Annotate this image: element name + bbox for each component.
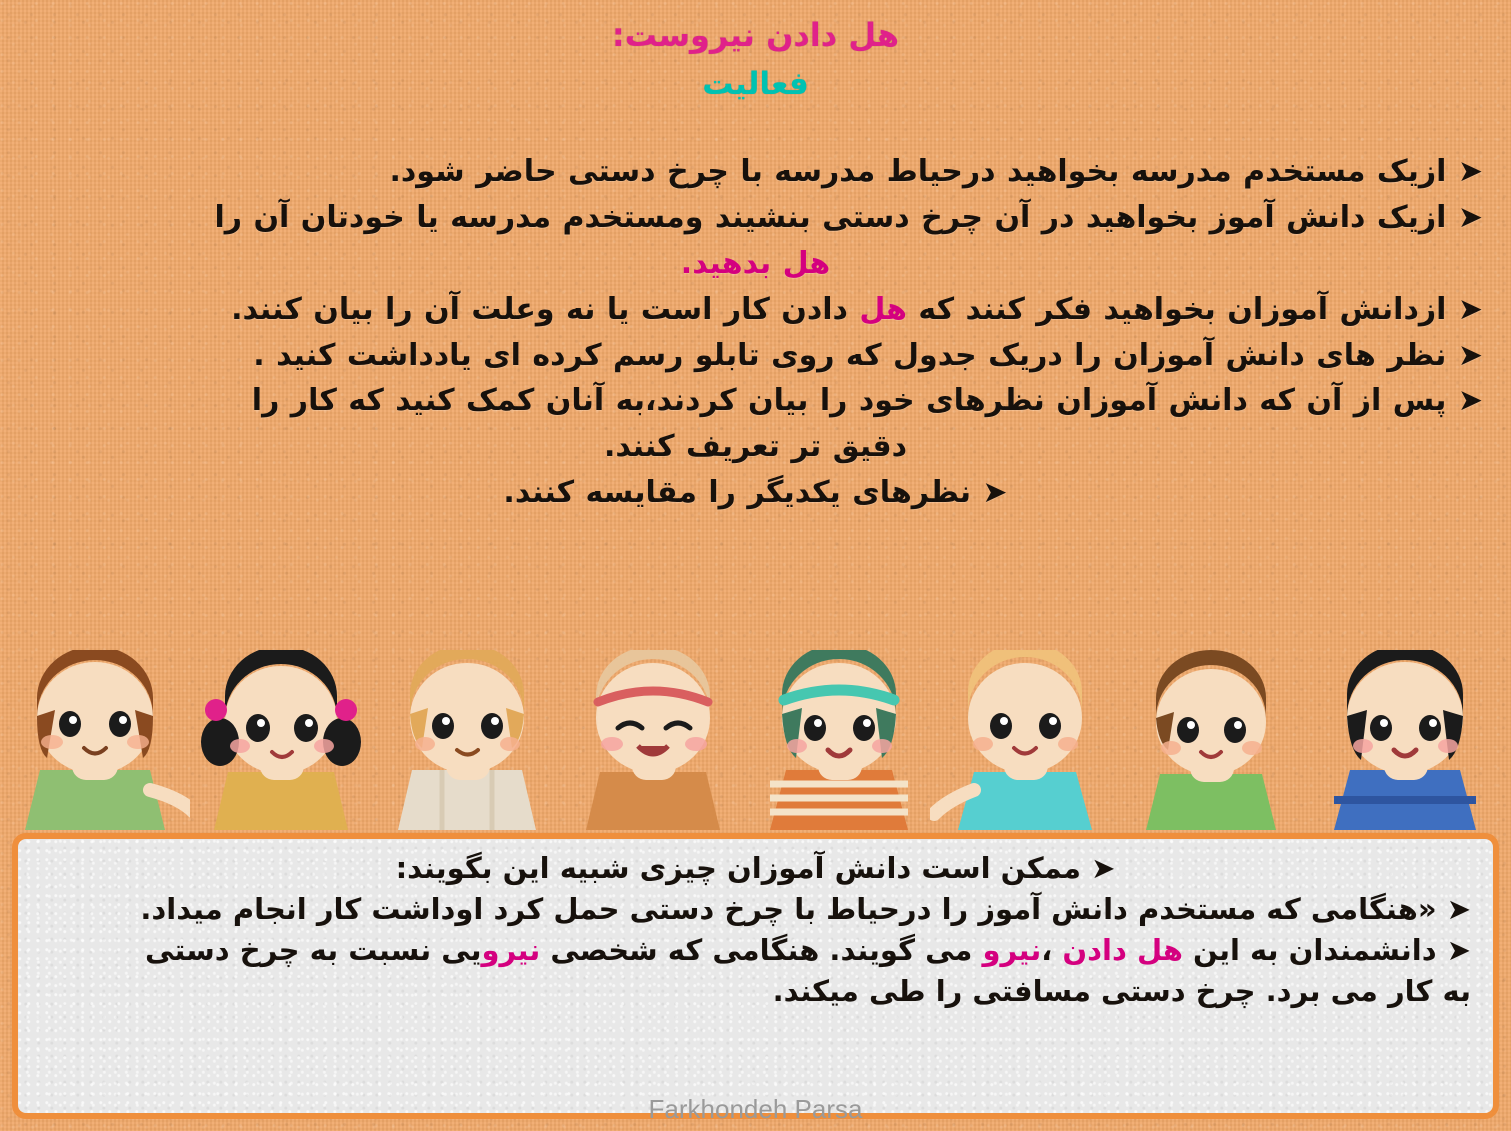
student-responses-panel — [12, 833, 1499, 1119]
bullet-item — [28, 152, 1483, 192]
bullet-text: دقیق تر تعریف کنند. — [603, 429, 908, 465]
bullet-text: ازدانش آموزان بخواهید فکر کنند که هل دادن کار است یا نه وعلت آن را بیان کنند. — [231, 291, 1447, 327]
bullet-text: پس از آن که دانش آموزان نظرهای خود را بیان کردند،به آنان کمک کنید که کار را — [251, 383, 1447, 419]
bullet-item — [28, 381, 1483, 421]
bullet-text: ازیک دانش آموز بخواهید در آن چرخ دستی بنشیند ومستخدم مدرسه یا خودتان آن را — [214, 199, 1447, 235]
panel-text: به کار می برد. چرخ دستی مسافتی را طی میکند. — [772, 974, 1471, 1009]
kid-black-hair-blue-overalls — [1302, 650, 1511, 830]
bullet-marker-icon: ➤ — [1457, 383, 1483, 419]
kid-black-pigtails-pink-bows — [186, 650, 376, 830]
bullet-item — [28, 290, 1483, 330]
kid-green-headband-striped-shirt — [744, 650, 934, 830]
kid-brown-hair-green-shirt — [1116, 650, 1306, 830]
bullet-marker-icon: ➤ — [1446, 933, 1471, 968]
panel-item — [40, 931, 1471, 970]
bullet-marker-icon: ➤ — [1457, 154, 1483, 189]
bullet-marker-icon: ➤ — [1446, 892, 1471, 927]
panel-text: «هنگامی که مستخدم دانش آموز را درحیاط با چرخ دستی حمل کرد اوداشت کار انجام میداد. — [140, 892, 1437, 927]
panel-item — [40, 890, 1471, 929]
bullet-marker-icon: ➤ — [1457, 337, 1483, 373]
panel-text: دانشمندان به این هل دادن ،نیرو می گویند. هنگامی که شخصی نیرویی نسبت به چرخ دستی — [145, 933, 1437, 968]
kid-blond-overalls — [372, 650, 562, 830]
bullet-item — [28, 473, 1483, 513]
author-signature: Farkhondeh Parsa — [648, 1094, 863, 1124]
panel-continuation — [40, 972, 1471, 1011]
body-bullet-list — [28, 152, 1483, 519]
title-area — [0, 18, 1511, 101]
children-illustration — [0, 645, 1511, 830]
kid-headband-smiling — [558, 650, 748, 830]
panel-item — [40, 849, 1471, 888]
page-title: هل دادن نیروست: — [611, 16, 900, 54]
bullet-marker-icon: ➤ — [982, 475, 1008, 511]
kid-blond-teal-shirt — [930, 650, 1120, 830]
bullet-text-highlight: هل بدهید. — [680, 245, 831, 281]
bullet-continuation — [28, 244, 1483, 284]
page-subtitle: فعالیت — [702, 66, 809, 103]
panel-text: ممکن است دانش آموزان چیزی شبیه این بگویند: — [395, 851, 1081, 885]
bullet-marker-icon: ➤ — [1457, 291, 1483, 327]
bullet-text: ازیک مستخدم مدرسه بخواهید درحیاط مدرسه با چرخ دستی حاضر شود. — [389, 154, 1447, 189]
bullet-text: نظرهای یکدیگر را مقایسه کنند. — [503, 475, 971, 511]
bullet-marker-icon: ➤ — [1091, 851, 1116, 885]
bullet-continuation — [28, 427, 1483, 467]
kid-brown-bob-green-shirt — [0, 650, 190, 830]
bullet-marker-icon: ➤ — [1457, 199, 1483, 235]
bullet-text: نظر های دانش آموزان را دریک جدول که روی تابلو رسم کرده ای یادداشت کنید . — [253, 337, 1447, 373]
bullet-item — [28, 198, 1483, 238]
bullet-item — [28, 336, 1483, 376]
